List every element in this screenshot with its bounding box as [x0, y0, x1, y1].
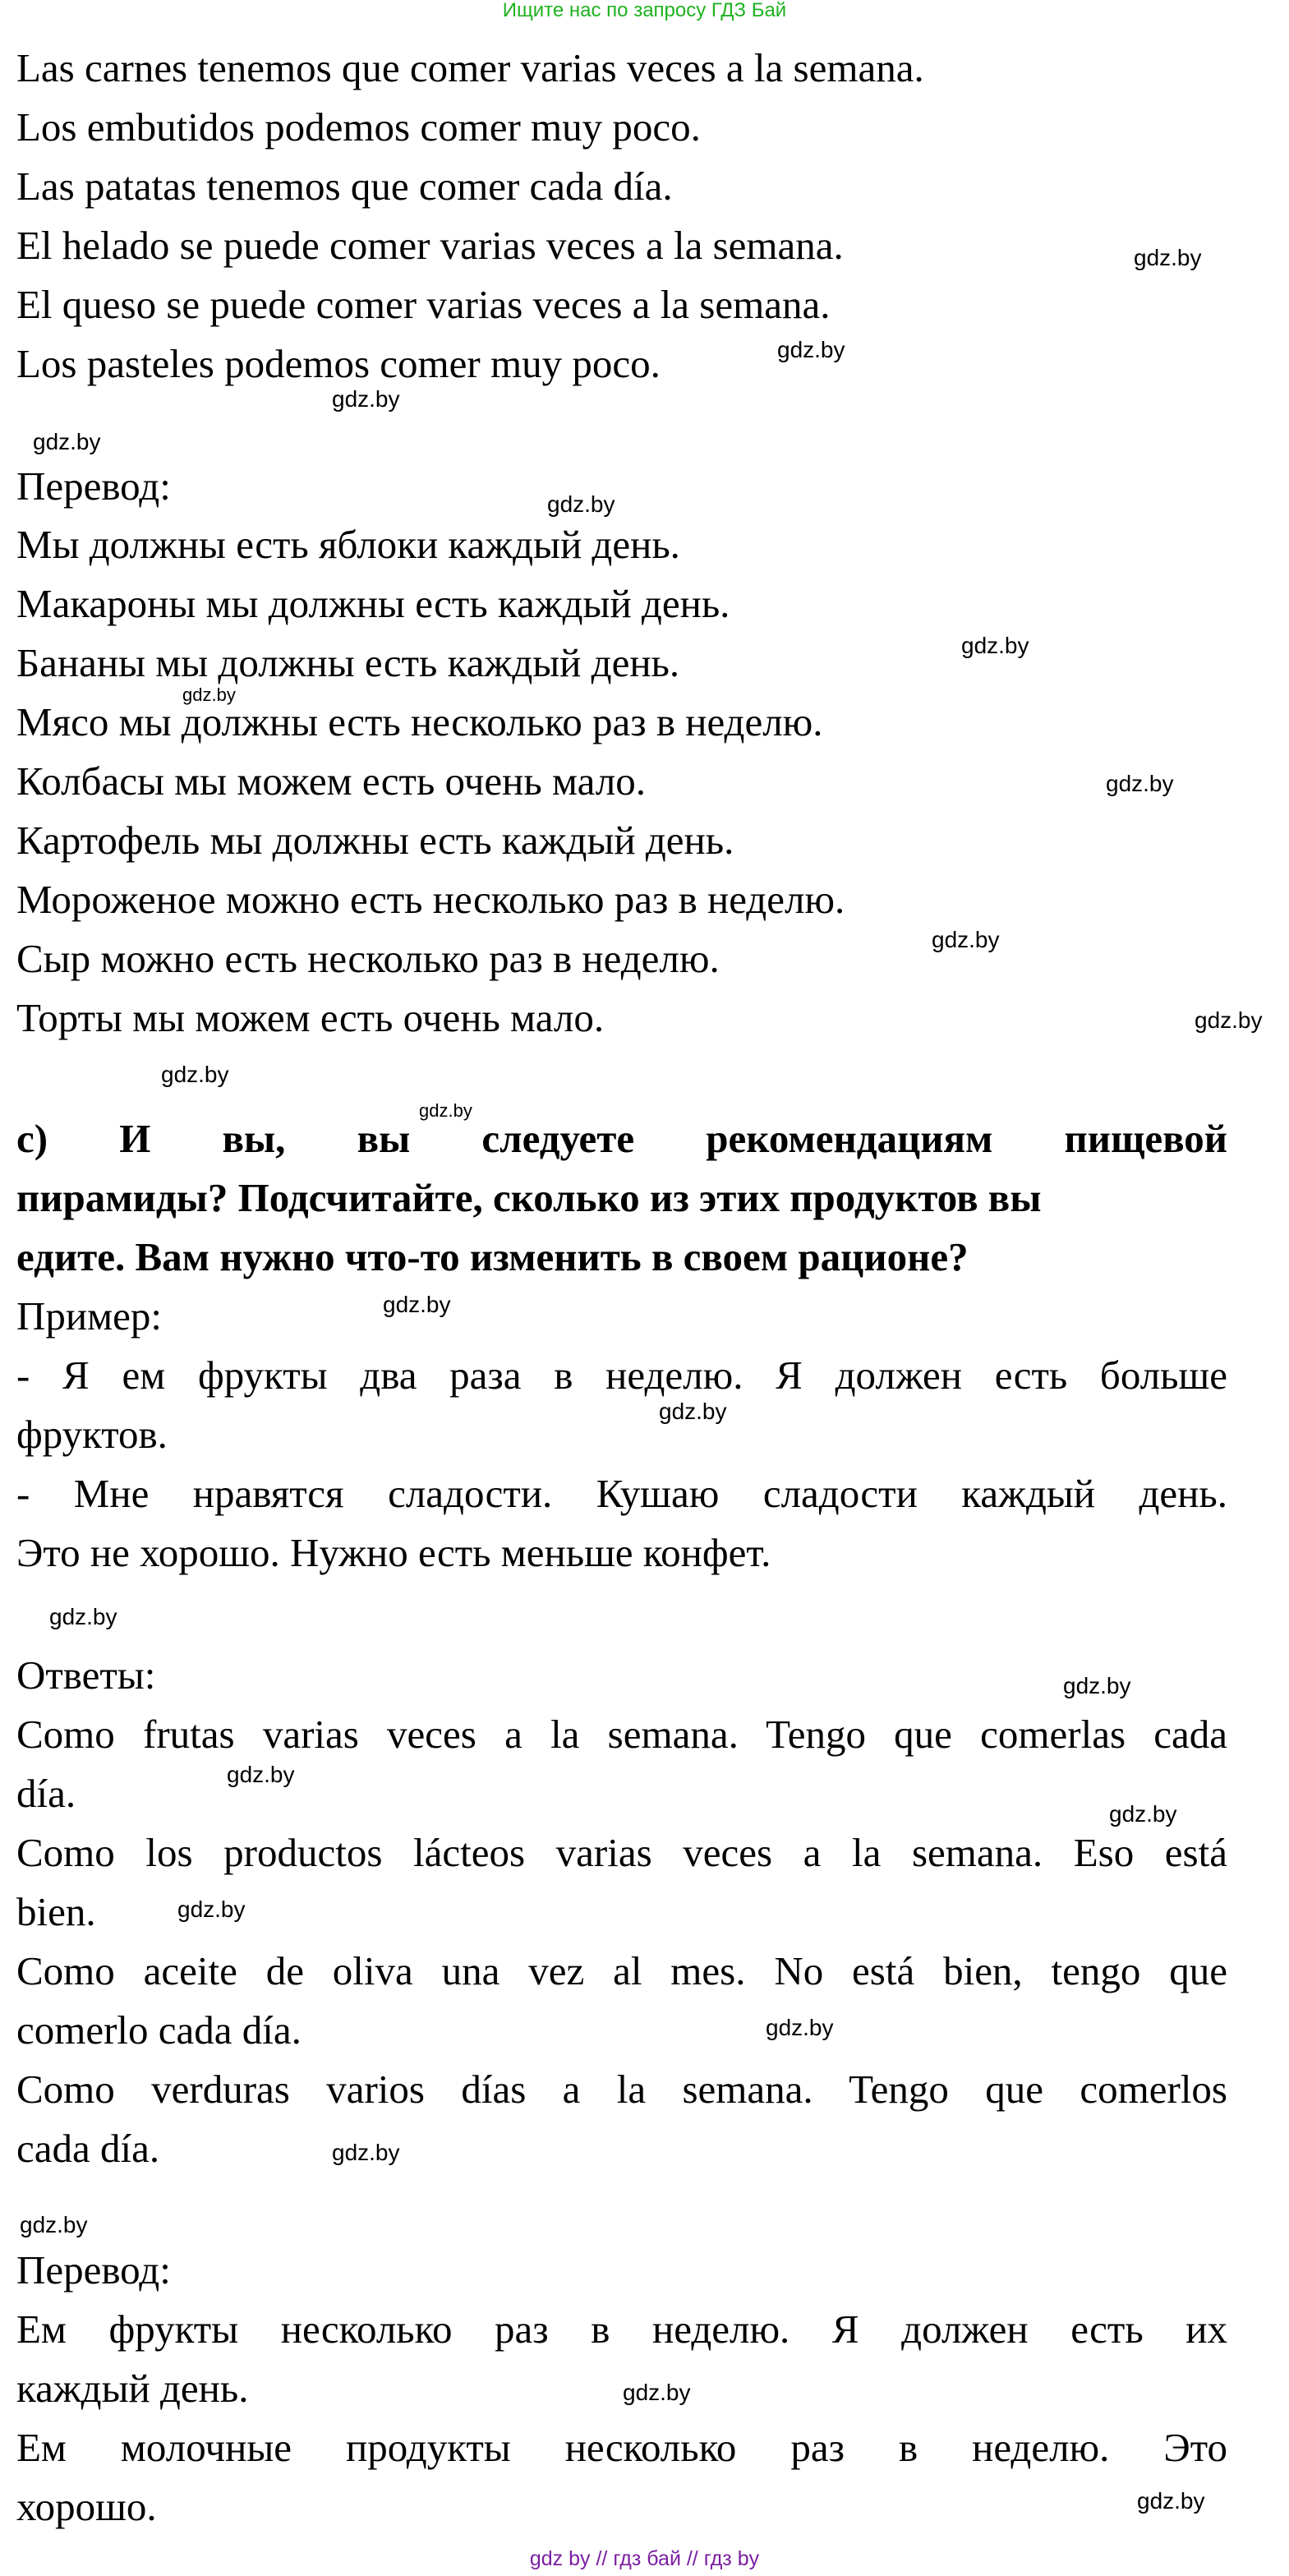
top-banner[interactable]: Ищите нас по запросу ГДЗ Бай [502, 0, 787, 21]
text-line: Колбасы мы можем есть очень мало. [16, 758, 647, 804]
watermark: gdz.by [1195, 1007, 1263, 1033]
watermark: gdz.by [332, 386, 400, 412]
text-line: - Я ем фрукты два раза в неделю. Я должен есть больше [16, 1353, 1227, 1398]
text-line: каждый день. [16, 2366, 249, 2411]
text-line: Como frutas varias veces a la semana. Tengo que comerlas cada [16, 1712, 1227, 1757]
watermark: gdz.by [161, 1062, 229, 1087]
watermark: gdz.by [49, 1604, 117, 1629]
watermark: gdz.by [227, 1762, 295, 1787]
text-line: фруктов. [16, 1412, 168, 1457]
text-line: Ем молочные продукты несколько раз в неделю. Это [16, 2425, 1227, 2470]
watermark: gdz.by [177, 1896, 246, 1922]
text-line: El queso se puede comer varias veces a la semana. [16, 282, 831, 327]
watermark: gdz.by [182, 684, 236, 705]
watermark: gdz.by [33, 429, 101, 454]
text-line: cada día. [16, 2126, 160, 2171]
text-line: Como verduras varios días a la semana. Tengo que comerlos [16, 2067, 1227, 2112]
section-heading: Пример: [16, 1293, 162, 1339]
text-line: Это не хорошо. Нужно есть меньше конфет. [16, 1530, 771, 1575]
text-line: Бананы мы должны есть каждый день. [16, 640, 680, 685]
text-line: comerlo cada día. [16, 2007, 302, 2053]
watermark: gdz.by [1106, 771, 1174, 796]
watermark: gdz.by [419, 1100, 472, 1121]
text-line: Los pasteles podemos comer muy poco. [16, 341, 661, 386]
watermark: gdz.by [1137, 2488, 1205, 2514]
watermark: gdz.by [20, 2212, 88, 2237]
text-line: Торты мы можем есть очень мало. [16, 995, 605, 1040]
text-line: Como los productos lácteos varias veces a la semana. Eso está [16, 1830, 1227, 1875]
watermark: gdz.by [766, 2015, 834, 2040]
text-line: Мясо мы должны есть несколько раз в неделю. [16, 699, 823, 744]
watermark: gdz.by [961, 633, 1029, 658]
bottom-banner[interactable]: gdz by // гдз бай // гдз by [529, 2547, 760, 2570]
task-line: c) И вы, вы следуете рекомендациям пищевой [16, 1116, 1227, 1161]
watermark: gdz.by [777, 337, 845, 362]
watermark: gdz.by [1134, 245, 1202, 270]
section-heading: Ответы: [16, 1652, 156, 1698]
watermark: gdz.by [547, 491, 615, 517]
watermark: gdz.by [383, 1292, 451, 1317]
text-line: Los embutidos podemos comer muy poco. [16, 104, 701, 150]
text-line: día. [16, 1771, 76, 1816]
text-line: Como aceite de oliva una vez al mes. No está bien, tengo que [16, 1948, 1227, 1993]
task-line: пирамиды? Подсчитайте, сколько из этих продуктов вы [16, 1175, 1042, 1220]
text-line: хорошо. [16, 2484, 157, 2529]
text-line: Макароны мы должны есть каждый день. [16, 581, 730, 626]
text-line: Сыр можно есть несколько раз в неделю. [16, 936, 720, 981]
text-line: - Мне нравятся сладости. Кушаю сладости каждый день. [16, 1471, 1227, 1516]
text-line: El helado se puede comer varias veces a la semana. [16, 223, 844, 268]
watermark: gdz.by [332, 2140, 400, 2165]
text-line: Картофель мы должны есть каждый день. [16, 818, 734, 863]
section-heading: Перевод: [16, 2247, 171, 2293]
watermark: gdz.by [623, 2380, 691, 2405]
watermark: gdz.by [659, 1399, 727, 1424]
text-line: Мы должны есть яблоки каждый день. [16, 522, 680, 567]
text-line: Las patatas tenemos que comer cada día. [16, 164, 673, 209]
text-line: bien. [16, 1889, 96, 1934]
text-line: Ем фрукты несколько раз в неделю. Я должен есть их [16, 2306, 1227, 2352]
watermark: gdz.by [1063, 1673, 1131, 1698]
watermark: gdz.by [932, 927, 1000, 952]
task-line: едите. Вам нужно что-то изменить в своем рационе? [16, 1234, 969, 1279]
watermark: gdz.by [1109, 1801, 1177, 1827]
section-heading: Перевод: [16, 463, 171, 509]
text-line: Мороженое можно есть несколько раз в неделю. [16, 877, 845, 922]
text-line: Las carnes tenemos que comer varias veces a la semana. [16, 45, 924, 90]
